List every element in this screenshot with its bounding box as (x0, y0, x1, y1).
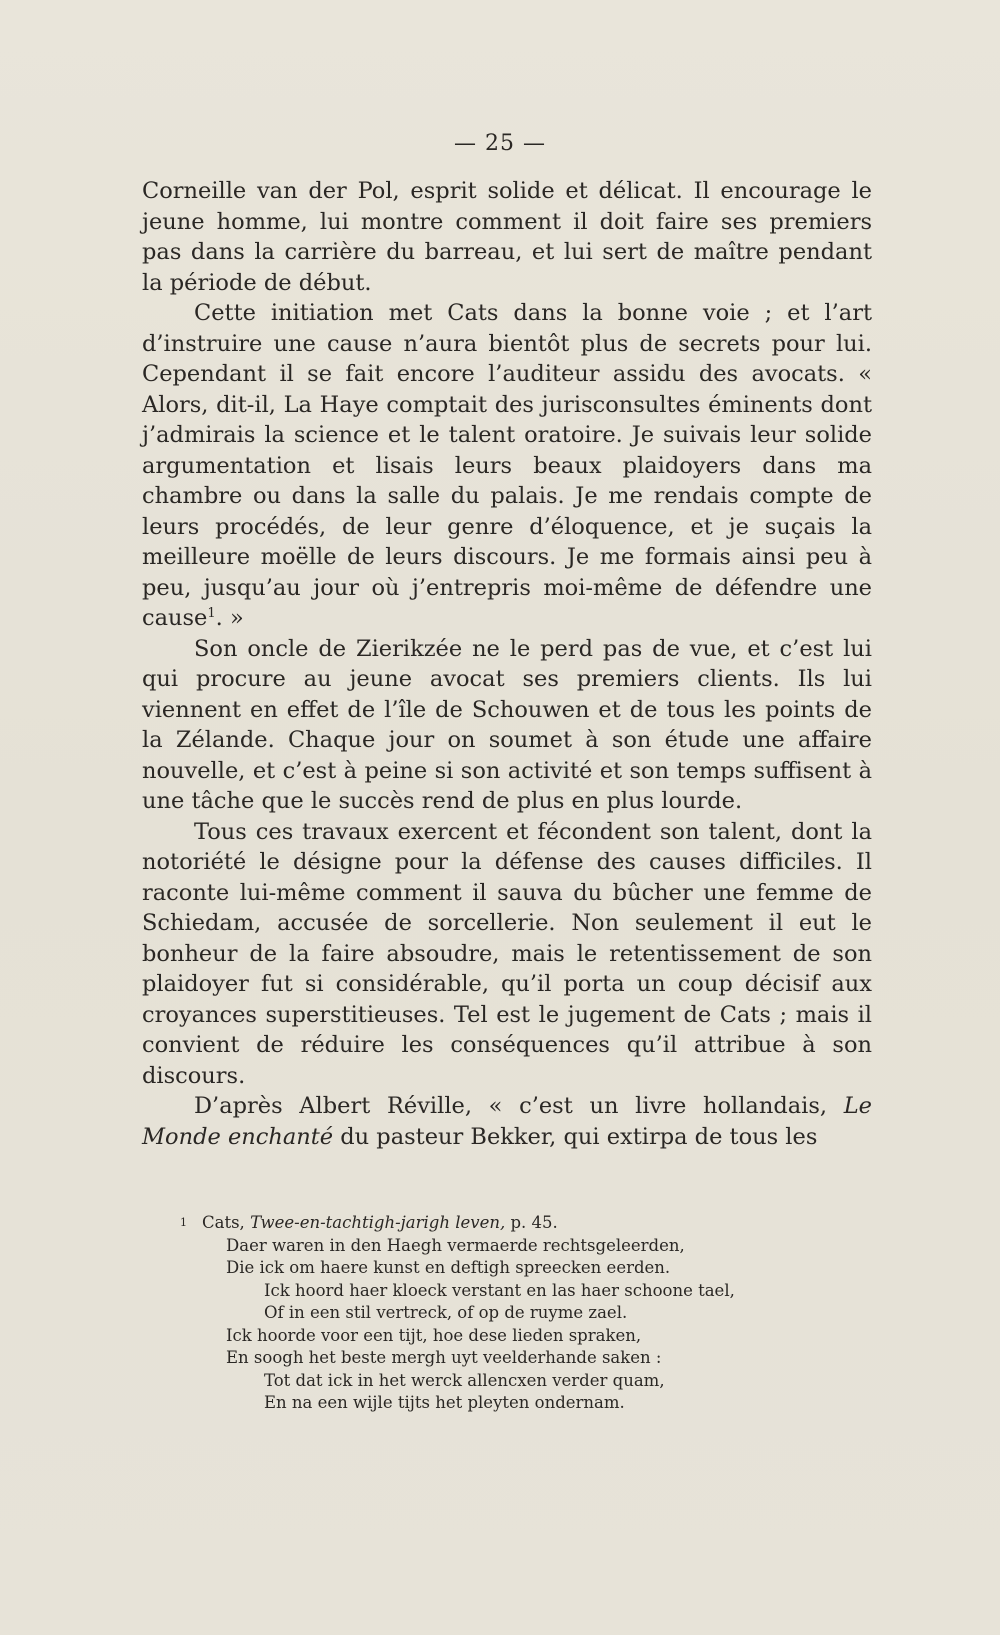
paragraph-1: Corneille van der Pol, esprit solide et délicat. Il encourage le jeune homme, lui montre comment il doit faire ses premiers pas dans la carrière du barreau, et lui sert de maître pendant la période de début. (142, 178, 872, 296)
paragraph-5 (142, 1091, 872, 1152)
paragraph-5-start: D’après Albert Réville, « c’est un livre hollandais, (194, 1093, 828, 1119)
paragraph-2-text: Cette initiation met Cats dans la bonne voie ; et l’art d’instruire une cause n’aura bientôt plus de secrets pour lui. Cependant il se fait encore l’auditeur assidu des avocats. « Alors, dit-il, La Haye comptait des jurisconsultes éminents dont j’admirais la science et le talent oratoire. Je suivais leur solide argumentation et lisais leurs beaux plaidoyers dans ma chambre ou dans la salle du palais. Je me rendais compte de leurs procédés, de leur genre d’éloquence, et je suçais la meilleure moëlle de leurs discours. Je me formais ainsi peu à peu, jusqu’au jour où j’entrepris moi-même de défendre une cause (142, 300, 872, 631)
footnote-reference: 1 (207, 606, 216, 621)
footnote-source-title: Twee-en-tachtigh-jarigh leven, (250, 1213, 506, 1232)
verse-line: Ick hoorde voor een tijt, hoe dese lieden spraken, (226, 1325, 642, 1345)
verse-line: En soogh het beste mergh uyt veelderhande saken : (226, 1348, 662, 1367)
footnote-mark: 1 (180, 1216, 187, 1229)
book-title-le-monde-enchante: Le Monde enchanté (142, 1093, 872, 1150)
verse-line: Tot dat ick in het werck allencxen verder quam, (264, 1370, 665, 1390)
main-text (142, 176, 872, 1152)
paragraph-5-end: du pasteur Bekker, qui extirpa de tous les (340, 1123, 818, 1150)
footnote-source-page: p. 45. (510, 1213, 558, 1232)
footnote-source (202, 1212, 558, 1235)
verse-line: Of in een stil vertreck, of op de ruyme zael. (264, 1303, 628, 1322)
verse-line: Daer waren in den Haegh vermaerde rechtsgeleerden, (226, 1235, 685, 1255)
verse-line: En na een wijle tijts het pleyten ondernam. (264, 1393, 625, 1412)
paragraph-3: Son oncle de Zierikzée ne le perd pas de vue, et c’est lui qui procure au jeune avocat ses premiers clients. Ils lui viennent en effet de l’île de Schouwen et de tous les points de la Zélande. Chaque jour on soumet à son étude une affaire nouvelle, et c’est à peine si son activité et son temps suffisent à une tâche que le succès rend de plus en plus lourde. (142, 635, 872, 814)
paragraph-2-closing: . » (215, 605, 244, 631)
verse-line: Die ick om haere kunst en deftigh spreecken eerden. (226, 1258, 671, 1277)
footnote-source-prefix: Cats, (202, 1213, 245, 1232)
paragraph-4: Tous ces travaux exercent et fécondent son talent, dont la notoriété le désigne pour la défense des causes difficiles. Il raconte lui-même comment il sauva du bûcher une femme de Schiedam, accusée de sorcellerie. Non seulement il eut le bonheur de la faire absoudre, mais le retentissement de son plaidoyer fut si considérable, qu’il porta un coup décisif aux croyances superstitieuses. Tel est le jugement de Cats ; mais il convient de réduire les conséquences qu’il attribue à son discours. (142, 818, 872, 1089)
verse-line: Ick hoord haer kloeck verstant en las haer schoone tael, (264, 1280, 735, 1300)
paragraph-2 (142, 298, 872, 634)
page-number: — 25 — (454, 131, 546, 156)
